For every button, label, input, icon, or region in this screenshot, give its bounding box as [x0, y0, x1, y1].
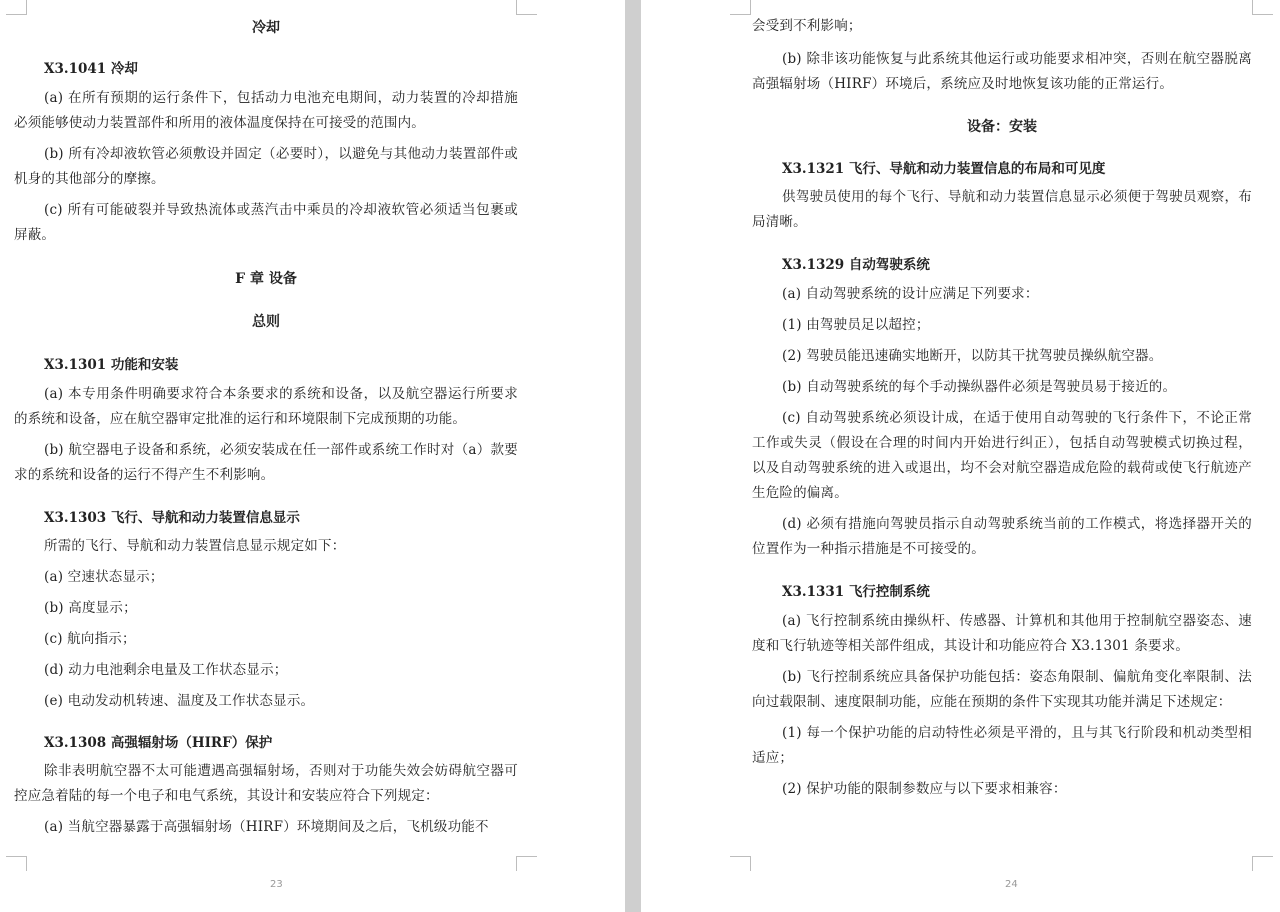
- clause-heading: X3.1331 飞行控制系统: [782, 584, 930, 600]
- clause-heading: X3.1041 冷却: [44, 61, 138, 77]
- paragraph: (b) 航空器电子设备和系统，必须安装成在任一部件或系统工作时对（a）款要求的系统和设备的运行不得产生不利影响。: [14, 442, 518, 483]
- chapter-heading: F 章 设备: [235, 271, 297, 287]
- clause-heading: X3.1321 飞行、导航和动力装置信息的布局和可见度: [782, 161, 1106, 177]
- paragraph: 所需的飞行、导航和动力装置信息显示规定如下：: [44, 538, 346, 554]
- list-item: (d) 动力电池剩余电量及工作状态显示；: [44, 662, 288, 678]
- paragraph: (a) 自动驾驶系统的设计应满足下列要求：: [782, 286, 1039, 302]
- crop-mark: [730, 856, 751, 871]
- paragraph: (c) 自动驾驶系统必须设计成，在适于使用自动驾驶的飞行条件下，不论正常工作或失灵（假设在合理的时间内开始进行纠正），包括自动驾驶模式切换过程，以及自动驾驶系统的进入或退出，均不会对航空器造成危险的载荷或使飞行航迹产生危险的偏离。: [752, 410, 1252, 501]
- crop-mark: [516, 0, 537, 15]
- clause-heading: X3.1301 功能和安装: [44, 357, 179, 373]
- paragraph: 供驾驶员使用的每个飞行、导航和动力装置信息显示必须便于驾驶员观察，布局清晰。: [752, 189, 1252, 230]
- paragraph: (d) 必须有措施向驾驶员指示自动驾驶系统当前的工作模式，将选择器开关的位置作为一种指示措施是不可接受的。: [752, 516, 1252, 557]
- crop-mark: [6, 856, 27, 871]
- list-item: (2) 保护功能的限制参数应与以下要求相兼容：: [782, 781, 1067, 797]
- page-gutter: [625, 0, 641, 912]
- list-item: (1) 每一个保护功能的启动特性必须是平滑的，且与其飞行阶段和机动类型相适应；: [752, 725, 1252, 766]
- list-item: (1) 由驾驶员足以超控；: [782, 317, 930, 333]
- section-heading: 总则: [252, 314, 280, 330]
- clause-heading: X3.1308 高强辐射场（HIRF）保护: [44, 735, 273, 751]
- section-heading: 设备：安装: [967, 119, 1037, 135]
- paragraph: (a) 飞行控制系统由操纵杆、传感器、计算机和其他用于控制航空器姿态、速度和飞行轨迹等相关部件组成，其设计和功能应符合 X3.1301 条要求。: [752, 613, 1252, 654]
- paragraph: (a) 当航空器暴露于高强辐射场（HIRF）环境期间及之后，飞机级功能不: [44, 819, 489, 835]
- page-content: [752, 0, 1252, 802]
- page-number: 24: [1005, 879, 1018, 890]
- list-item: (c) 航向指示；: [44, 631, 136, 647]
- document-page-right: [641, 0, 1280, 912]
- list-item: (2) 驾驶员能迅速确实地断开，以防其干扰驾驶员操纵航空器。: [782, 348, 1163, 364]
- paragraph: (c) 所有可能破裂并导致热流体或蒸汽击中乘员的冷却液软管必须适当包裹或屏蔽。: [14, 202, 518, 243]
- list-item: (e) 电动发动机转速、温度及工作状态显示。: [44, 693, 315, 709]
- paragraph: 除非表明航空器不太可能遭遇高强辐射场，否则对于功能失效会妨碍航空器可控应急着陆的每一个电子和电气系统，其设计和安装应符合下列规定：: [14, 763, 518, 804]
- paragraph: (b) 所有冷却液软管必须敷设并固定（必要时），以避免与其他动力装置部件或机身的其他部分的摩擦。: [14, 146, 518, 187]
- paragraph: (a) 在所有预期的运行条件下，包括动力电池充电期间，动力装置的冷却措施必须能够使动力装置部件和所用的液体温度保持在可接受的范围内。: [14, 90, 518, 131]
- clause-heading: X3.1303 飞行、导航和动力装置信息显示: [44, 510, 300, 526]
- crop-mark: [1252, 856, 1273, 871]
- crop-mark: [730, 0, 751, 15]
- crop-mark: [1252, 0, 1273, 15]
- list-item: (b) 高度显示；: [44, 600, 137, 616]
- paragraph: (b) 飞行控制系统应具备保护功能包括：姿态角限制、偏航角变化率限制、法向过载限制、速度限制功能，应能在预期的条件下实现其功能并满足下述规定：: [752, 669, 1252, 710]
- list-item: (a) 空速状态显示；: [44, 569, 164, 585]
- crop-mark: [516, 856, 537, 871]
- paragraph: (a) 本专用条件明确要求符合本条要求的系统和设备，以及航空器运行所要求的系统和设备，应在航空器审定批准的运行和环境限制下完成预期的功能。: [14, 386, 518, 427]
- paragraph: (b) 自动驾驶系统的每个手动操纵器件必须是驾驶员易于接近的。: [782, 379, 1177, 395]
- page-number: 23: [270, 879, 283, 890]
- document-page-left: [0, 0, 625, 912]
- paragraph: (b) 除非该功能恢复与此系统其他运行或功能要求相冲突，否则在航空器脱离高强辐射场（HIRF）环境后，系统应及时地恢复该功能的正常运行。: [752, 51, 1252, 92]
- paragraph: 会受到不利影响；: [752, 18, 862, 34]
- section-heading: 冷却: [252, 20, 280, 36]
- page-content: [14, 0, 518, 840]
- clause-heading: X3.1329 自动驾驶系统: [782, 257, 930, 273]
